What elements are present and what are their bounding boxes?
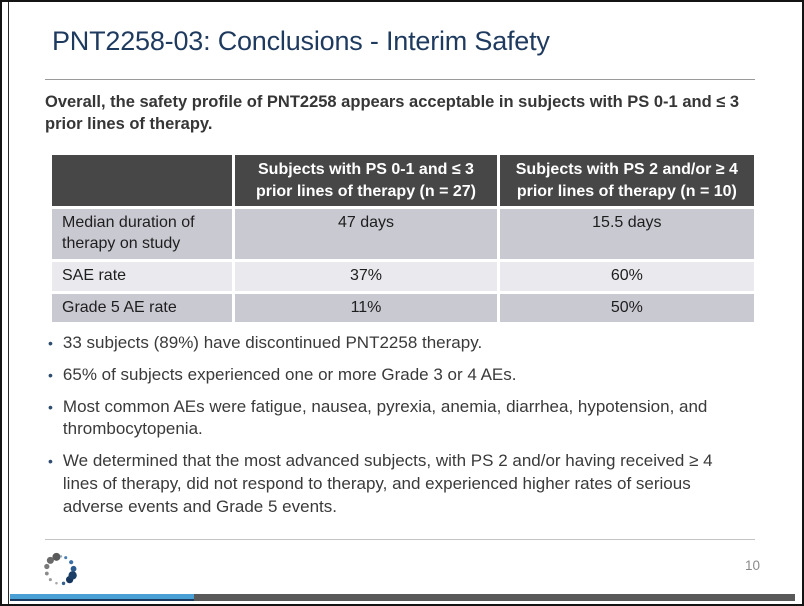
bullet-icon: • bbox=[48, 366, 53, 383]
row-value: 50% bbox=[498, 292, 755, 324]
bullet-text: We determined that the most advanced subjects, with PS 2 and/or having received ≥ 4 lines of therapy, did not respond to therapy, and experienced higher rates of serious adverse events and Grade 5 events. bbox=[62, 451, 713, 516]
list-item bbox=[48, 450, 750, 518]
bullet-text: 33 subjects (89%) have discontinued PNT2258 therapy. bbox=[62, 333, 483, 352]
row-value: 37% bbox=[234, 260, 498, 292]
bullet-text: 65% of subjects experienced one or more Grade 3 or 4 AEs. bbox=[62, 364, 517, 384]
row-label: Grade 5 AE rate bbox=[51, 292, 234, 324]
row-label: SAE rate bbox=[51, 260, 234, 292]
table-row bbox=[51, 260, 756, 292]
row-value: 60% bbox=[498, 260, 755, 292]
conclusions-bullet-list bbox=[48, 332, 750, 527]
table-header-ps01: Subjects with PS 0-1 and ≤ 3 prior lines of therapy (n = 27) bbox=[234, 154, 498, 208]
progress-bar-fill[interactable] bbox=[10, 594, 194, 601]
list-item bbox=[48, 332, 750, 355]
table-header-blank bbox=[51, 154, 234, 208]
bullet-icon: • bbox=[48, 335, 53, 351]
row-value: 11% bbox=[234, 292, 498, 324]
dots-spiral-logo-icon bbox=[40, 550, 80, 590]
footer-divider bbox=[45, 539, 755, 540]
window-edge-line bbox=[8, 2, 9, 604]
table-row bbox=[51, 292, 756, 324]
slide-title: PNT2258-03: Conclusions - Interim Safety bbox=[52, 26, 550, 56]
table-header-ps2: Subjects with PS 2 and/or ≥ 4 prior lines of therapy (n = 10) bbox=[498, 154, 755, 208]
list-item bbox=[48, 364, 750, 387]
page-number: 10 bbox=[744, 558, 760, 573]
row-value: 15.5 days bbox=[498, 208, 755, 261]
intro-statement: Overall, the safety profile of PNT2258 appears acceptable in subjects with PS 0-1 and ≤ 3 prior lines of therapy. bbox=[45, 93, 740, 134]
safety-comparison-table bbox=[49, 152, 757, 325]
bullet-icon: • bbox=[48, 453, 53, 470]
title-divider bbox=[45, 79, 755, 80]
row-value: 47 days bbox=[234, 208, 498, 261]
table-header-row bbox=[51, 154, 756, 208]
list-item bbox=[48, 396, 750, 442]
progress-bar-track[interactable] bbox=[10, 594, 795, 601]
row-label: Median duration of therapy on study bbox=[51, 208, 234, 261]
bullet-text: Most common AEs were fatigue, nausea, pyrexia, anemia, diarrhea, hypotension, and thrombocytopenia. bbox=[62, 396, 708, 439]
table-row bbox=[51, 208, 756, 261]
bullet-icon: • bbox=[48, 398, 53, 415]
